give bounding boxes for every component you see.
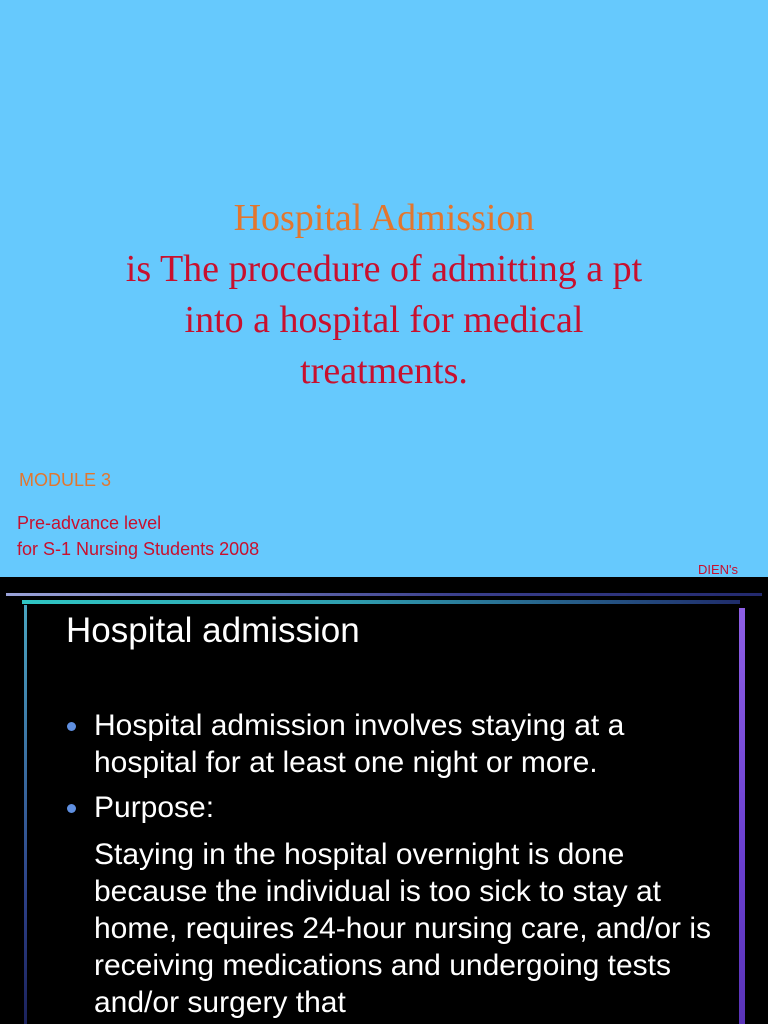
purpose-paragraph: Staying in the hospital overnight is done because the individual is too sick to stay at home, requires 24-hour nursing care, and/or is receiving medications and undergoing tests and/or surgery that [94,838,711,1019]
slide-title: Hospital Admission [233,197,535,239]
definition-line-3: treatments. [300,350,468,392]
bullet-item [66,789,726,826]
author-credit: DIEN's [698,562,739,577]
decorative-line-right [739,608,745,1024]
bullet-icon [67,722,76,731]
level-text [17,510,259,562]
level-line-1: Pre-advance level [17,513,162,533]
bullet-item [66,707,726,781]
bullet-text: Hospital admission involves staying at a hospital for at least one night or more. [94,709,625,779]
content-slide [0,577,768,1024]
module-label: MODULE 3 [19,470,112,490]
definition-line-1: is The procedure of admitting a pt [125,248,643,290]
slide-title-block [0,193,768,397]
bullet-text: Purpose: [94,791,215,824]
bullet-icon [67,804,76,813]
decorative-line-top [6,593,762,596]
slide-heading: Hospital admission [66,611,360,650]
slide-body [66,707,726,1021]
decorative-line-second [22,600,740,604]
level-line-2: for S-1 Nursing Students 2008 [17,539,260,559]
definition-line-2: into a hospital for medical [184,299,584,341]
decorative-line-left [24,605,27,1024]
